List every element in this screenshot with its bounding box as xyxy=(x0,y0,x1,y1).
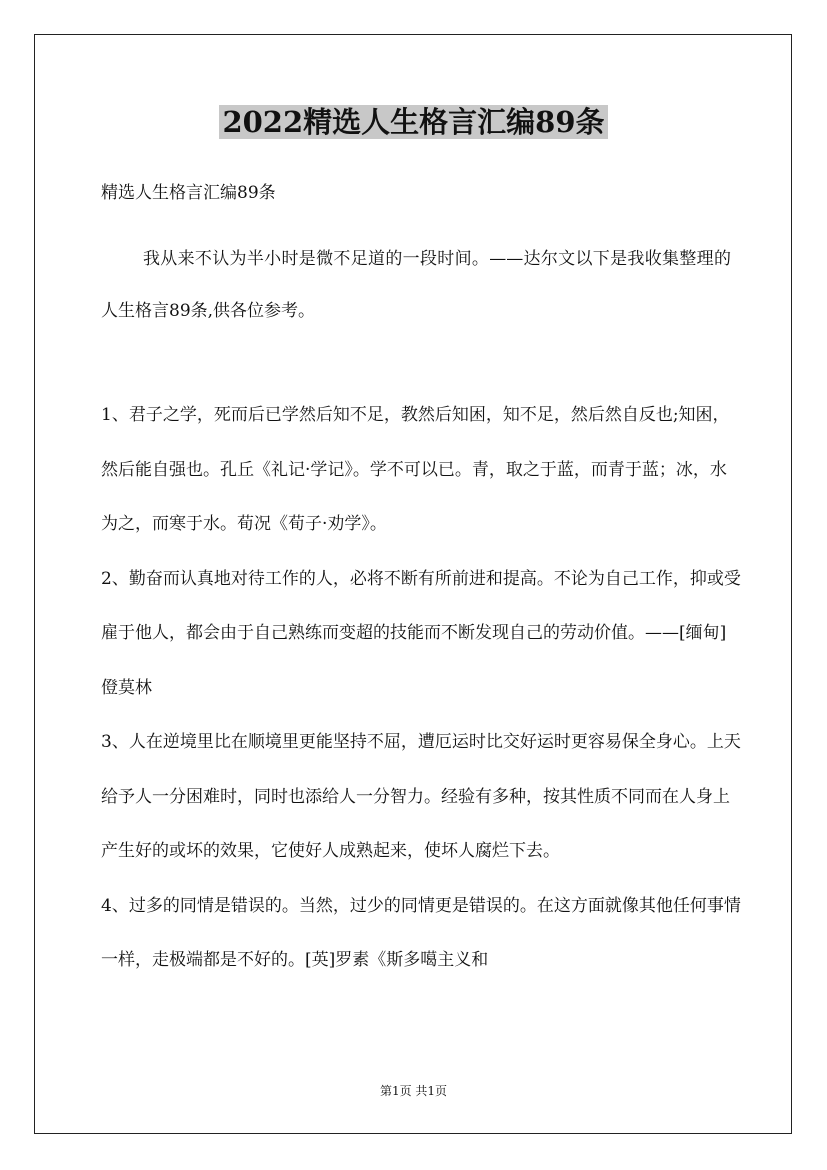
document-title xyxy=(0,100,827,144)
page-footer: 第1页 共1页 xyxy=(379,1084,448,1098)
quote-item-2: 2、勤奋而认真地对待工作的人，必将不断有所前进和提高。不论为自己工作，抑或受雇于他人，都会由于自己熟练而变超的技能而不断发现自己的劳动价值。——[缅甸]僜莫林 xyxy=(101,568,741,698)
document-title-text: 2022精选人生格言汇编89条 xyxy=(219,105,607,139)
intro-paragraph: 我从来不认为半小时是微不足道的一段时间。——达尔文以下是我收集整理的人生格言89条,供各位参考。 xyxy=(101,249,731,321)
document-subtitle: 精选人生格言汇编89条 xyxy=(101,183,276,203)
quote-item-4: 4、过多的同情是错误的。当然，过少的同情更是错误的。在这方面就像其他任何事情一样，走极端都是不好的。[英]罗素《斯多噶主义和 xyxy=(101,895,741,970)
quote-list xyxy=(101,388,741,988)
quote-item-1: 1、君子之学，死而后已学然后知不足，教然后知困，知不足，然后然自反也;知困，然后能自强也。孔丘《礼记·学记》。学不可以已。青，取之于蓝，而青于蓝；冰，水为之，而寒于水。荀况《荀子·劝学》。 xyxy=(101,405,730,534)
quote-item-3: 3、人在逆境里比在顺境里更能坚持不屈，遭厄运时比交好运时更容易保全身心。上天给予人一分困难时，同时也添给人一分智力。经验有多种，按其性质不同而在人身上产生好的或坏的效果，它使好人成熟起来，使坏人腐烂下去。 xyxy=(101,732,741,861)
